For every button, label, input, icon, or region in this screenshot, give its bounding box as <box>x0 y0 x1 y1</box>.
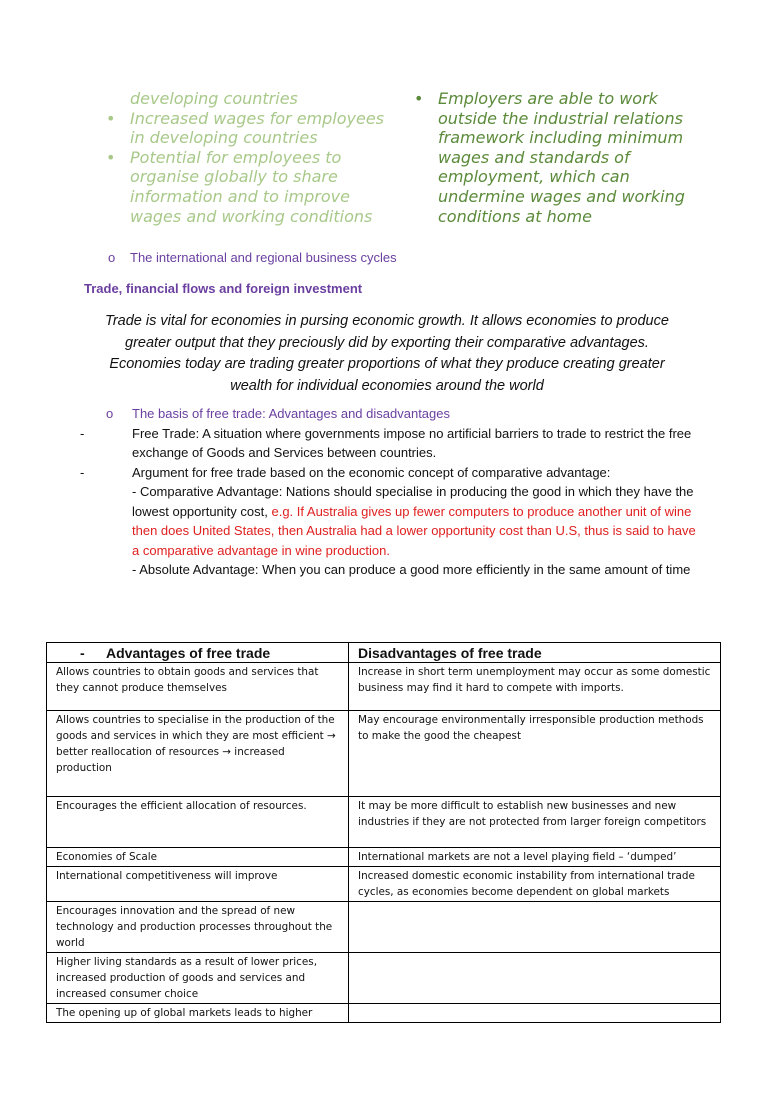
advantages-header <box>47 643 349 663</box>
table-row <box>47 711 721 797</box>
list-item <box>80 424 696 463</box>
comparative-example-text: e.g. If Australia gives up fewer computers to produce another unit of wine then does United States, then Australia had a lower opportunity cost than U.S, thus is said to have a comparative advantage in wine production. <box>132 503 696 558</box>
bullet-icon: • <box>106 108 116 128</box>
list-item-text: Increased wages for employees in developing countries <box>130 108 385 148</box>
list-item-text: developing countries <box>130 89 298 108</box>
circle-bullet-icon: o <box>108 250 116 265</box>
list-item <box>106 109 396 148</box>
table-cell: May encourage environmentally irresponsible production methods to make the good the cheapest <box>349 711 721 797</box>
table-row <box>47 797 721 848</box>
table-cell: Economies of Scale <box>47 848 349 867</box>
dash-bullet-icon: - <box>80 464 85 480</box>
list-item <box>80 463 696 580</box>
table-cell: Increase in short term unemployment may occur as some domestic business may find it hard to compete with imports. <box>349 663 721 711</box>
table-cell <box>349 902 721 953</box>
dash-bullet-icon: - <box>80 645 85 661</box>
argument-text: Argument for free trade based on the economic concept of comparative advantage: <box>132 464 611 480</box>
intro-paragraph: Trade is vital for economies in pursing economic growth. It allows economies to produce greater output that they preciously did by exporting their comparative advantages. Economies today are trading greater proportions of what they produce creating greater wealth for individual economies around the world <box>105 313 669 394</box>
table-cell <box>349 953 721 1004</box>
table-cell: Allows countries to obtain goods and services that they cannot produce themselves <box>47 663 349 711</box>
table-row <box>47 663 721 711</box>
table-header-row <box>47 643 721 663</box>
comparative-advantage-text: - Comparative Advantage: Nations should specialise in producing the good in which they have the lowest opportunity cost, <box>132 484 694 519</box>
dash-bullet-icon: - <box>80 425 85 441</box>
header-text: Advantages of free trade <box>106 645 271 661</box>
list-item <box>414 89 714 226</box>
section-heading: Trade, financial flows and foreign investment <box>84 281 363 296</box>
table-cell <box>349 1004 721 1023</box>
table-cell: International competitiveness will improve <box>47 867 349 902</box>
business-cycles-subpoint <box>108 250 397 265</box>
left-bullet-column <box>106 89 396 226</box>
table-row <box>47 902 721 953</box>
table-cell: Encourages the efficient allocation of resources. <box>47 797 349 848</box>
list-item-text: Employers are able to work outside the industrial relations framework including minimum wages and standards of employment, which can undermine wages and working conditions at home <box>438 89 685 226</box>
table-cell: Encourages innovation and the spread of new technology and production processes throughout the world <box>47 902 349 953</box>
list-item <box>106 89 396 109</box>
table-cell: The opening up of global markets leads to higher <box>47 1004 349 1023</box>
table-row <box>47 848 721 867</box>
bullet-icon: • <box>106 147 116 167</box>
table-row <box>47 1004 721 1023</box>
free-trade-subheading <box>106 404 696 424</box>
circle-bullet-icon: o <box>106 406 114 421</box>
table-cell: Higher living standards as a result of lower prices, increased production of goods and services and increased consumer choice <box>47 953 349 1004</box>
list-item <box>106 148 396 226</box>
subpoint-text: The international and regional business cycles <box>130 250 397 265</box>
table-row <box>47 953 721 1004</box>
table-cell: Allows countries to specialise in the production of the goods and services in which they are most efficient → better reallocation of resources → increased production <box>47 711 349 797</box>
table-row <box>47 867 721 902</box>
table-cell: International markets are not a level playing field – ‘dumped’ <box>349 848 721 867</box>
definition-text: Free Trade: A situation where governments impose no artificial barriers to trade to restrict the free exchange of Goods and Services between countries. <box>132 425 692 460</box>
absolute-advantage-text: - Absolute Advantage: When you can produce a good more efficiently in the same amount of time <box>132 562 691 577</box>
table-cell: It may be more difficult to establish new businesses and new industries if they are not protected from larger foreign competitors <box>349 797 721 848</box>
right-bullet-column <box>414 89 714 226</box>
free-trade-notes <box>80 404 696 580</box>
list-item-text: Potential for employees to organise globally to share information and to improve wages and working conditions <box>130 147 373 226</box>
table-cell: Increased domestic economic instability from international trade cycles, as economies become dependent on global markets <box>349 867 721 902</box>
bullet-icon: • <box>414 89 424 108</box>
disadvantages-header: Disadvantages of free trade <box>349 643 721 663</box>
subheading-text: The basis of free trade: Advantages and disadvantages <box>132 406 450 421</box>
free-trade-table <box>46 642 721 1023</box>
